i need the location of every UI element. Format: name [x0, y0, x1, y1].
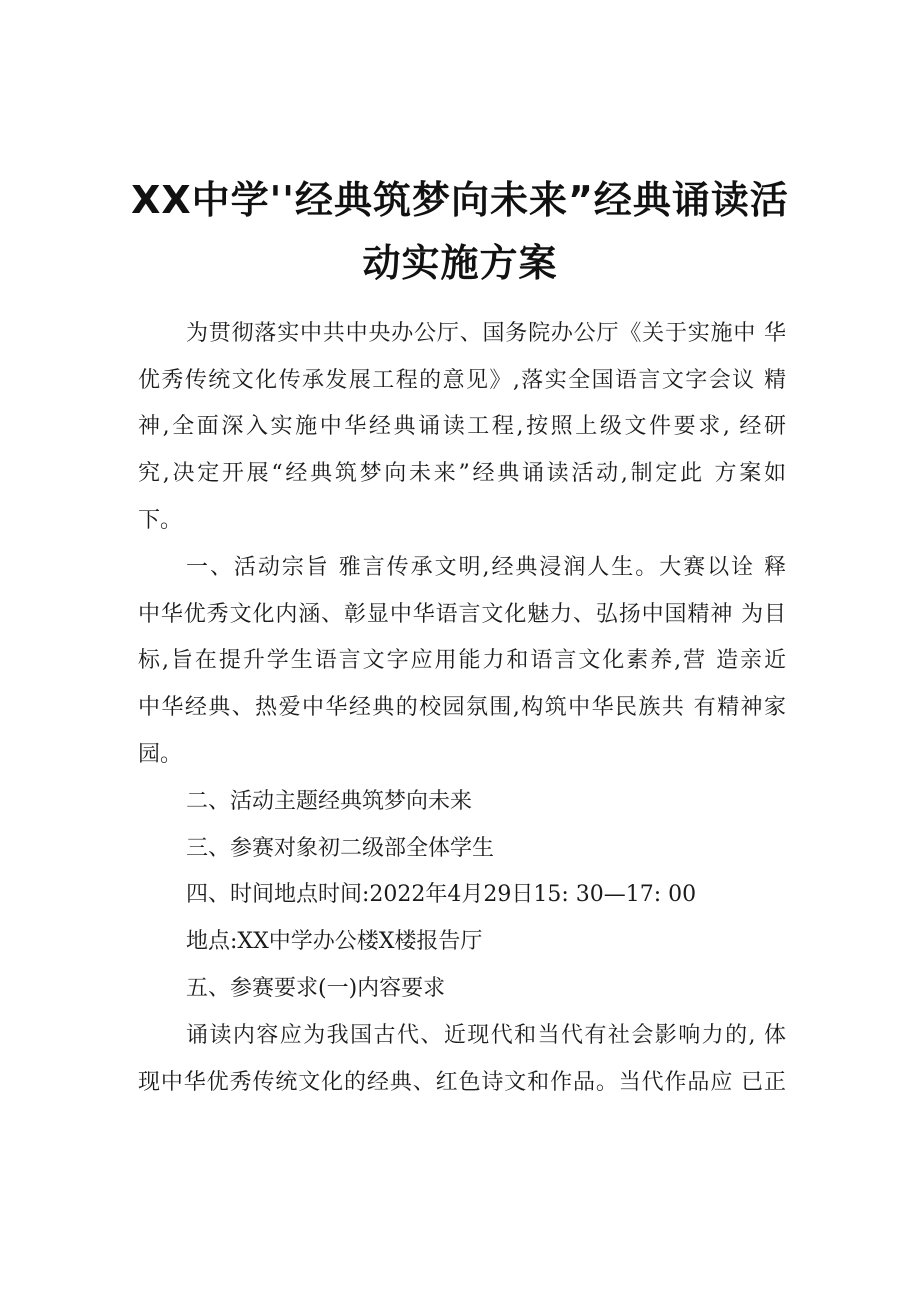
intro-paragraph-line-1: 为贯彻落实中共中央办公厅、国务院办公厅《关于实施中 华 [186, 321, 786, 346]
content-paragraph-line-2: 现中华优秀传统文化的经典、红色诗文和作品。当代作品应 已正 [138, 1070, 786, 1095]
purpose-paragraph-line-3: 标,旨在提升学生语言文字应用能力和语言文化素养,营 造亲近 [138, 648, 786, 673]
time-line: 四、时间地点时间:2022年4月29日15: 30—17: 00 [186, 882, 697, 907]
intro-paragraph-line-2: 优秀传统文化传承发展工程的意见》,落实全国语言文字会议 精 [138, 368, 786, 393]
intro-paragraph-line-5: 下。 [138, 508, 183, 533]
purpose-paragraph-line-2: 中华优秀文化内涵、彰显中华语言文化魅力、弘扬中国精神 为目 [138, 602, 786, 627]
purpose-paragraph-line-4: 中华经典、热爱中华经典的校园氛围,构筑中华民族共 有精神家 [138, 695, 786, 720]
purpose-paragraph-line-1: 一、活动宗旨 雅言传承文明,经典浸润人生。大赛以诠 释 [186, 555, 786, 580]
location-line: 地点:XX中学办公楼X楼报告厅 [186, 929, 483, 954]
participants-line: 三、参赛对象初二级部全体学生 [186, 836, 495, 861]
content-paragraph-line-1: 诵读内容应为我国古代、近现代和当代有社会影响力的, 体 [186, 1023, 786, 1048]
intro-paragraph-line-4: 究,决定开展“经典筑梦向未来”经典诵读活动,制定此 方案如 [138, 461, 786, 486]
document-title-line-2: 动实施方案 [362, 241, 558, 285]
intro-paragraph-line-3: 神,全面深入实施中华经典诵读工程,按照上级文件要求, 经研 [138, 414, 786, 439]
requirements-heading-line: 五、参赛要求(一)内容要求 [186, 976, 446, 1001]
theme-line: 二、活动主题经典筑梦向未来 [186, 789, 473, 814]
document-title-line-1: XX中学''经典筑梦向未来”经典诵读活 [131, 178, 789, 222]
purpose-paragraph-line-5: 园。 [138, 742, 183, 767]
